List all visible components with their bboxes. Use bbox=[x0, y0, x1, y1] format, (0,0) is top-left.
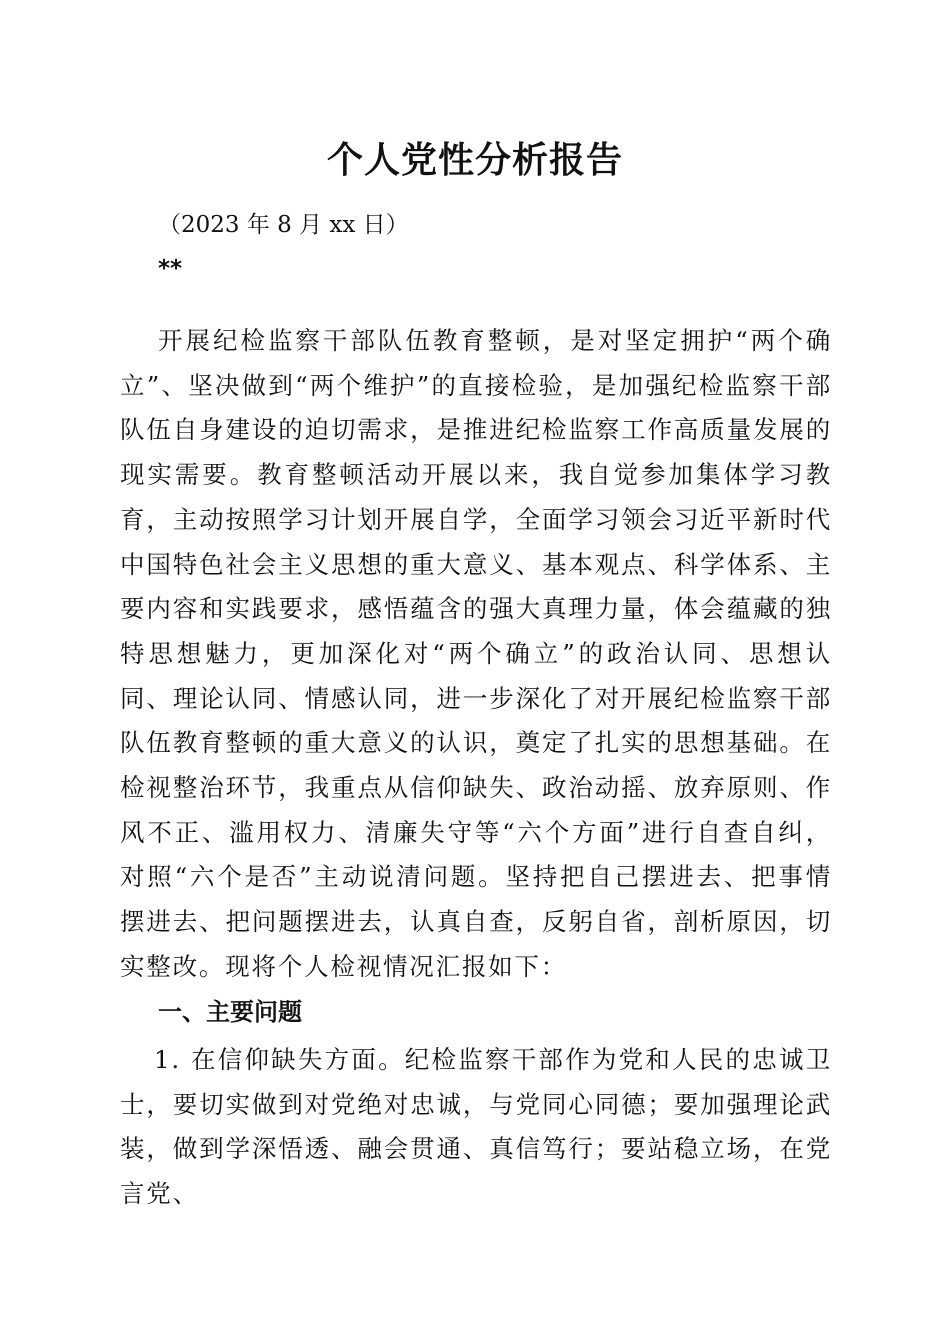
problem-item-1: 1. 在信仰缺失方面。纪检监察干部作为党和人民的忠诚卫士，要切实做到对党绝对忠诚，与党同心同德；要加强理论武装，做到学深悟透、融会贯通、真信笃行；要站稳立场，在党言党、 bbox=[120, 1045, 832, 1209]
section-heading: 一、主要问题 bbox=[158, 998, 302, 1026]
document-date: （2023 年 8 月 xx 日） bbox=[158, 212, 409, 238]
document-title: 个人党性分析报告 bbox=[326, 140, 623, 181]
document-author: ** bbox=[158, 256, 183, 282]
intro-paragraph: 开展纪检监察干部队伍教育整顿，是对坚定拥护“两个确立”、坚决做到“两个维护”的直接检验，是加强纪检监察干部队伍自身建设的迫切需求，是推进纪检监察工作高质量发展的现实需要。教育整顿活动开展以来，我自觉参加集体学习教育，主动按照学习计划开展自学，全面学习领会习近平新时代中国特色社会主义思想的重大意义、基本观点、科学体系、主要内容和实践要求，感悟蕴含的强大真理力量，体会蕴藏的独特思想魅力，更加深化对“两个确立”的政治认同、思想认同、理论认同、情感认同，进一步深化了对开展纪检监察干部队伍教育整顿的重大意义的认识，奠定了扎实的思想基础。在检视整治环节，我重点从信仰缺失、政治动摇、放弃原则、作风不正、滥用权力、清廉失守等“六个方面”进行自查自纠，对照“六个是否”主动说清问题。坚持把自己摆进去、把事情摆进去、把问题摆进去，认真自查，反躬自省，剖析原因，切实整改。现将个人检视情况汇报如下： bbox=[120, 326, 832, 981]
